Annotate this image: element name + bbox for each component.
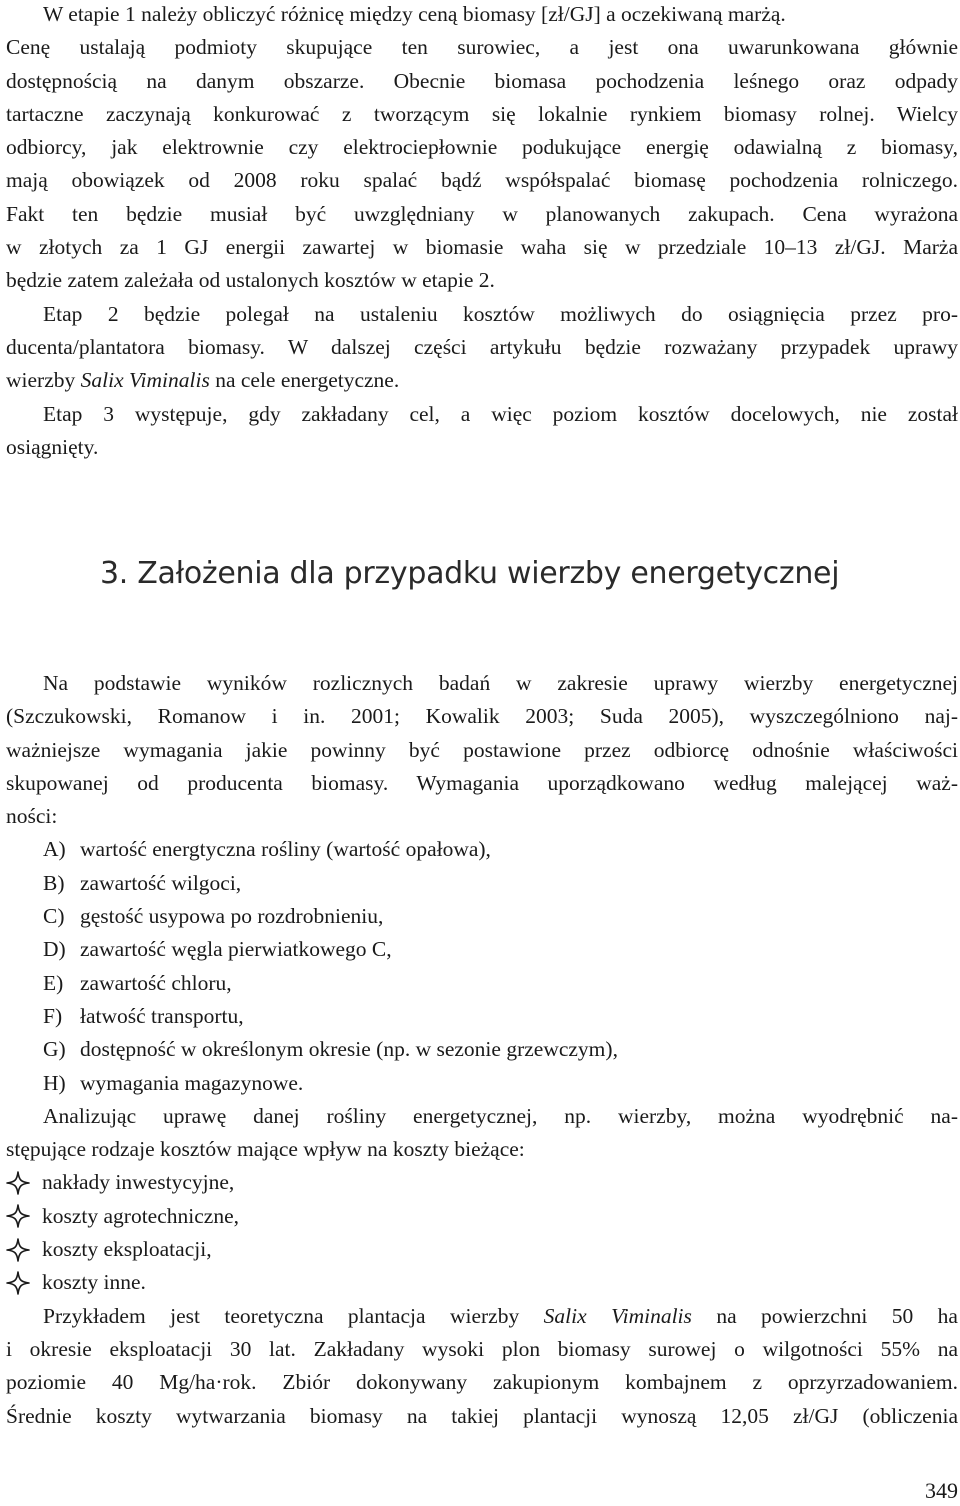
text-line: skupowanej od producenta biomasy. Wymagania uporządkowano według malejącej waż- <box>6 770 958 795</box>
cost-type-item <box>6 1166 958 1199</box>
requirement-item <box>6 1000 958 1033</box>
cost-type-item <box>6 1200 958 1233</box>
text-line: ważniejsze wymagania jakie powinny być postawione przez odbiorcę odnośnie właściwości <box>6 737 958 762</box>
cost-type-item <box>6 1266 958 1299</box>
text-line: w złotych za 1 GJ energii zawartej w biomasie waha się w przedziale 10–13 zł/GJ. Marża <box>6 235 958 260</box>
text-line: stępujące rodzaje kosztów mające wpływ na koszty bieżące: <box>6 1137 525 1162</box>
species-name-italic: Salix Viminalis <box>80 368 210 393</box>
text-line: będzie zatem zależała od ustalonych kosztów w etapie 2. <box>6 268 495 293</box>
paragraph-requirements-intro <box>6 667 958 833</box>
cost-type-text: koszty eksploatacji, <box>42 1237 212 1262</box>
text-line: dostępnością na danym obszarze. Obecnie biomasa pochodzenia leśnego oraz odpady <box>6 68 958 93</box>
requirement-letter: B) <box>43 870 65 895</box>
text-line: tartaczne zaczynają konkurować z tworzącym się lokalnie rynkiem biomasy rolnej. Wielcy <box>6 101 958 126</box>
requirement-text: wartość energtyczna rośliny (wartość opałowa), <box>80 837 491 862</box>
text-line: (Szczukowski, Romanow i in. 2001; Kowalik 2003; Suda 2005), wyszczególniono naj- <box>6 704 958 729</box>
requirement-item <box>6 867 958 900</box>
requirement-item <box>6 967 958 1000</box>
cost-type-text: koszty inne. <box>42 1270 146 1295</box>
text-line: Analizując uprawę danej rośliny energetycznej, np. wierzby, można wyodrębnić na- <box>43 1103 958 1128</box>
requirement-letter: D) <box>43 937 66 962</box>
requirement-text: dostępność w określonym okresie (np. w sezonie grzewczym), <box>80 1037 618 1062</box>
text-line: Etap 3 występuje, gdy zakładany cel, a więc poziom kosztów docelowych, nie został <box>43 401 958 426</box>
paragraph-line-example: Przykładem jest teoretyczna plantacja wierzby Salix Viminalis na powierzchni 50 ha <box>43 1303 958 1328</box>
requirement-letter: C) <box>43 904 65 929</box>
text-line: odbiorcy, jak elektrownie czy elektrociepłownie podukujące energię odawialną z biomasy, <box>6 135 958 160</box>
text-line: Etap 2 będzie polegał na ustaleniu kosztów możliwych do osiągnięcia przez pro- <box>43 301 958 326</box>
requirement-text: łatwość transportu, <box>80 1003 244 1028</box>
text-line: Fakt ten będzie musiał być uwzględniany w planowanych zakupach. Cena wyrażona <box>6 201 958 226</box>
requirement-item <box>6 1067 958 1100</box>
requirement-text: zawartość chloru, <box>80 970 232 995</box>
four-point-star-icon <box>6 1171 30 1195</box>
text-line: ności: <box>6 804 58 829</box>
requirements-list <box>6 833 958 1099</box>
text-line: mają obowiązek od 2008 roku spalać bądź współspalać biomasę pochodzenia rolniczego. <box>6 168 958 193</box>
text-line: Średnie koszty wytwarzania biomasy na takiej plantacji wynoszą 12,05 zł/GJ (obliczenia <box>6 1403 958 1428</box>
text-line: W etapie 1 należy obliczyć różnicę między ceną biomasy [zł/GJ] a oczekiwaną marżą. <box>43 2 786 26</box>
requirement-text: gęstość usypowa po rozdrobnieniu, <box>80 904 384 929</box>
text-line: Cenę ustalają podmioty skupujące ten surowiec, a jest ona uwarunkowana głównie <box>6 35 958 60</box>
requirement-letter: A) <box>43 837 66 862</box>
requirement-letter: E) <box>43 970 64 995</box>
text-line: osiągnięty. <box>6 434 99 459</box>
species-name-italic: Salix Viminalis <box>543 1303 692 1328</box>
cost-type-text: koszty agrotechniczne, <box>42 1203 239 1228</box>
text-line: ducenta/plantatora biomasy. W dalszej części artykułu będzie rozważany przypadek uprawy <box>6 334 958 359</box>
four-point-star-icon <box>6 1271 30 1295</box>
requirement-text: zawartość węgla pierwiatkowego C, <box>80 937 392 962</box>
requirement-text: wymagania magazynowe. <box>80 1070 304 1095</box>
four-point-star-icon <box>6 1204 30 1228</box>
cost-types-list <box>6 1166 958 1299</box>
paragraph-line-wierzby: wierzby Salix Viminalis na cele energetyczne. <box>6 368 400 393</box>
text-line: poziomie 40 Mg/ha·rok. Zbiór dokonywany zakupionym kombajnem z oprzyrzadowaniem. <box>6 1370 958 1395</box>
cost-type-text: nakłady inwestycyjne, <box>42 1170 235 1195</box>
paragraphs-etap <box>6 0 958 364</box>
text-line: Na podstawie wyników rozlicznych badań w zakresie uprawy wierzby energetycznej <box>43 671 958 695</box>
requirement-letter: F) <box>43 1003 63 1028</box>
paragraph-example <box>6 1333 958 1433</box>
requirement-text: zawartość wilgoci, <box>80 870 242 895</box>
requirement-letter: G) <box>43 1037 66 1062</box>
paragraph-etap3 <box>6 398 958 465</box>
requirement-item <box>6 933 958 966</box>
requirement-letter: H) <box>43 1070 66 1095</box>
section-heading: 3. Założenia dla przypadku wierzby energetycznej <box>100 556 840 591</box>
four-point-star-icon <box>6 1238 30 1262</box>
paragraph-cost-intro <box>6 1100 958 1167</box>
cost-type-item <box>6 1233 958 1266</box>
page-number: 349 <box>925 1478 958 1503</box>
body-text-top <box>6 0 958 464</box>
requirement-item <box>6 1033 958 1066</box>
text-line: i okresie eksploatacji 30 lat. Zakładany wysoki plon biomasy surowej o wilgotności 55% na <box>6 1336 958 1361</box>
requirement-item <box>6 833 958 866</box>
requirement-item <box>6 900 958 933</box>
body-text-bottom <box>6 667 958 1433</box>
